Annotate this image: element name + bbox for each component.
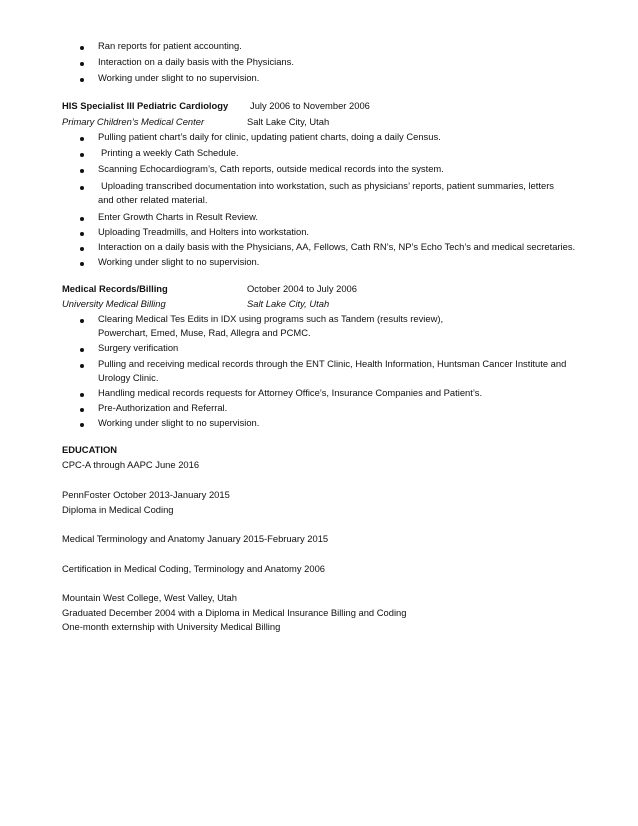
education-line: Certification in Medical Coding, Terminology and Anatomy 2006 bbox=[62, 563, 325, 574]
list-item-continuation: Powerchart, Emed, Muse, Rad, Allegra and PCMC. bbox=[98, 327, 311, 338]
list-item: Scanning Echocardiogram’s, Cath reports, outside medical records into the system. bbox=[98, 163, 444, 174]
bullet-dot bbox=[80, 348, 84, 352]
list-item: Printing a weekly Cath Schedule. bbox=[101, 147, 239, 158]
list-item: Enter Growth Charts in Result Review. bbox=[98, 211, 258, 222]
employer-name: Primary Children’s Medical Center bbox=[62, 116, 205, 127]
education-line: CPC-A through AAPC June 2016 bbox=[62, 459, 200, 470]
job-location: Salt Lake City, Utah bbox=[247, 116, 330, 127]
job-location: Salt Lake City, Utah bbox=[247, 298, 330, 309]
bullet-dot bbox=[80, 46, 84, 50]
list-item: Uploading transcribed documentation into workstation, such as physicians’ reports, patient summaries, letters bbox=[101, 180, 554, 191]
bullet-dot bbox=[80, 262, 84, 266]
education-line: PennFoster October 2013-January 2015 bbox=[62, 489, 230, 500]
education-line: One-month externship with University Medical Billing bbox=[62, 621, 281, 632]
list-item: Interaction on a daily basis with the Physicians, AA, Fellows, Cath RN’s, NP’s Echo Tech’s and medical secretaries. bbox=[98, 241, 576, 252]
bullet-dot bbox=[80, 423, 84, 427]
list-item: Pulling and receiving medical records through the ENT Clinic, Health Information, Huntsman Cancer Institute and bbox=[98, 358, 567, 369]
bullet-dot bbox=[80, 62, 84, 66]
education-line: Mountain West College, West Valley, Utah bbox=[62, 592, 237, 603]
section-heading-education: EDUCATION bbox=[62, 444, 118, 455]
education-line: Graduated December 2004 with a Diploma in Medical Insurance Billing and Coding bbox=[62, 607, 407, 618]
bullet-dot bbox=[80, 169, 84, 173]
list-item: Interaction on a daily basis with the Physicians. bbox=[98, 56, 294, 67]
list-item: Handling medical records requests for Attorney Office’s, Insurance Companies and Patient’s. bbox=[98, 387, 483, 398]
list-item: Pre-Authorization and Referral. bbox=[98, 402, 228, 413]
list-item: Working under slight to no supervision. bbox=[98, 417, 260, 428]
bullet-dot bbox=[80, 393, 84, 397]
bullet-dot bbox=[80, 247, 84, 251]
job-dates: July 2006 to November 2006 bbox=[250, 100, 370, 111]
bullet-dot bbox=[80, 217, 84, 221]
list-item: Clearing Medical Tes Edits in IDX using programs such as Tandem (results review), bbox=[98, 313, 444, 324]
job-title: HIS Specialist III Pediatric Cardiology bbox=[62, 100, 229, 111]
employer-name: University Medical Billing bbox=[62, 298, 166, 309]
list-item: Uploading Treadmills, and Holters into workstation. bbox=[98, 226, 310, 237]
list-item-continuation: Urology Clinic. bbox=[98, 372, 159, 383]
list-item: Pulling patient chart’s daily for clinic, updating patient charts, doing a daily Census. bbox=[98, 131, 441, 142]
bullet-dot bbox=[80, 137, 84, 141]
list-item: Surgery verification bbox=[98, 342, 179, 353]
list-item: Ran reports for patient accounting. bbox=[98, 40, 242, 51]
job-title: Medical Records/Billing bbox=[62, 283, 168, 294]
list-item: Working under slight to no supervision. bbox=[98, 256, 260, 267]
bullet-dot bbox=[80, 186, 84, 190]
bullet-dot bbox=[80, 408, 84, 412]
bullet-dot bbox=[80, 232, 84, 236]
bullet-dot bbox=[80, 319, 84, 323]
list-item-continuation: and other related material. bbox=[98, 194, 208, 205]
bullet-dot bbox=[80, 364, 84, 368]
bullet-dot bbox=[80, 153, 84, 157]
education-line: Medical Terminology and Anatomy January 2015-February 2015 bbox=[62, 533, 329, 544]
list-item: Working under slight to no supervision. bbox=[98, 72, 260, 83]
job-dates: October 2004 to July 2006 bbox=[247, 283, 357, 294]
bullet-dot bbox=[80, 78, 84, 82]
education-line: Diploma in Medical Coding bbox=[62, 504, 174, 515]
